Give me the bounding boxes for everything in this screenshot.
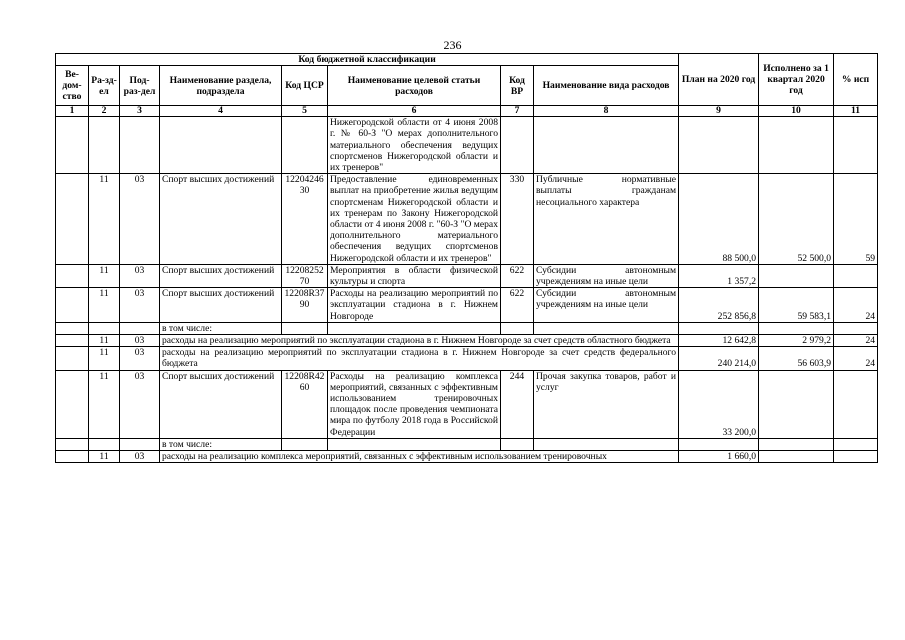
podrazdel-cell [120, 117, 160, 174]
header-podrazdel: Под-раз-дел [120, 66, 160, 106]
type-cell: Прочая закупка товаров, работ и услуг [534, 370, 679, 438]
subtotal-label: в том числе: [160, 438, 282, 450]
percent-cell: 24 [834, 288, 878, 323]
header-done: Исполнено за 1 квартал 2020 год [759, 54, 834, 106]
percent-cell [834, 370, 878, 438]
done-cell: 2 979,2 [759, 335, 834, 347]
column-number: 6 [328, 106, 501, 117]
podrazdel-cell: 03 [120, 174, 160, 265]
percent-cell [834, 117, 878, 174]
target-cell: Предоставление единовременных выплат на приобретение жилья ведущим спортсменам Нижегородской области и их тренерам по Закону Нижегородской области от 4 июня 2008 г. "60-З "О мерах дополнительного материального обеспечения ведущих спортсменов Нижегородской области и их тренеров" [328, 174, 501, 265]
target-cell: Мероприятия в области физической культуры и спорта [328, 264, 501, 287]
section-cell: Спорт высших достижений [160, 174, 282, 265]
done-cell [759, 370, 834, 438]
percent-cell [834, 451, 878, 463]
razdel-cell: 11 [89, 288, 120, 323]
table-row [56, 335, 878, 347]
column-number: 4 [160, 106, 282, 117]
csr-cell: 1220825270 [282, 264, 328, 287]
column-number: 9 [679, 106, 759, 117]
column-number: 5 [282, 106, 328, 117]
vr-cell: 244 [501, 370, 534, 438]
csr-cell: 12208R3790 [282, 288, 328, 323]
csr-cell: 1220424630 [282, 174, 328, 265]
razdel-cell: 11 [89, 335, 120, 347]
plan-cell: 240 214,0 [679, 347, 759, 370]
vr-cell: 330 [501, 174, 534, 265]
table-row [56, 370, 878, 438]
target-cell: Нижегородской области от 4 июня 2008 г. № 60-З "О мерах дополнительного материального обеспечения ведущих спортсменов Нижегородской области и их тренеров" [328, 117, 501, 174]
csr-cell: 12208R4260 [282, 370, 328, 438]
table-row [56, 438, 878, 450]
plan-cell: 1 357,2 [679, 264, 759, 287]
csr-cell [282, 117, 328, 174]
vr-cell: 622 [501, 264, 534, 287]
type-cell: Субсидии автономным учреждениям на иные цели [534, 288, 679, 323]
column-numbers-row [56, 106, 878, 117]
done-cell: 59 583,1 [759, 288, 834, 323]
header-name-section: Наименование раздела, подраздела [160, 66, 282, 106]
done-cell [759, 264, 834, 287]
plan-cell: 88 500,0 [679, 174, 759, 265]
table-row [56, 117, 878, 174]
percent-cell: 24 [834, 347, 878, 370]
razdel-cell: 11 [89, 347, 120, 370]
detail-text: расходы на реализацию мероприятий по эксплуатации стадиона в г. Нижнем Новгороде за счет средств федерального бюджета [160, 347, 679, 370]
type-cell: Публичные нормативные выплаты гражданам несоциального характера [534, 174, 679, 265]
subtotal-label: в том числе: [160, 322, 282, 334]
plan-cell [679, 117, 759, 174]
section-cell [160, 117, 282, 174]
table-row [56, 288, 878, 323]
plan-cell: 1 660,0 [679, 451, 759, 463]
budget-table [55, 53, 878, 463]
detail-text: расходы на реализацию комплекса мероприятий, связанных с эффективным использованием тренировочных [160, 451, 679, 463]
podrazdel-cell: 03 [120, 288, 160, 323]
vr-cell [501, 117, 534, 174]
vr-cell: 622 [501, 288, 534, 323]
razdel-cell: 11 [89, 451, 120, 463]
done-cell: 52 500,0 [759, 174, 834, 265]
budget-classification-header: Код бюджетной классификации [56, 54, 679, 66]
table-row [56, 451, 878, 463]
razdel-cell [89, 117, 120, 174]
podrazdel-cell: 03 [120, 451, 160, 463]
header-plan: План на 2020 год [679, 54, 759, 106]
podrazdel-cell: 03 [120, 335, 160, 347]
column-number: 10 [759, 106, 834, 117]
percent-cell: 59 [834, 174, 878, 265]
column-number: 7 [501, 106, 534, 117]
section-cell: Спорт высших достижений [160, 288, 282, 323]
header-razdel: Ра-зд-ел [89, 66, 120, 106]
header-csr: Код ЦСР [282, 66, 328, 106]
column-number: 11 [834, 106, 878, 117]
done-cell [759, 117, 834, 174]
table-row [56, 174, 878, 265]
column-number: 1 [56, 106, 89, 117]
target-cell: Расходы на реализацию комплекса мероприятий, связанных с эффективным использованием тренировочных площадок после проведения чемпионата мира по футболу 2018 года в Российской Федерации [328, 370, 501, 438]
razdel-cell: 11 [89, 370, 120, 438]
podrazdel-cell: 03 [120, 264, 160, 287]
type-cell [534, 117, 679, 174]
percent-cell: 24 [834, 335, 878, 347]
column-number: 3 [120, 106, 160, 117]
page-number: 236 [443, 38, 462, 52]
column-number: 8 [534, 106, 679, 117]
header-percent: % исп [834, 54, 878, 106]
type-cell: Субсидии автономным учреждениям на иные цели [534, 264, 679, 287]
column-number: 2 [89, 106, 120, 117]
plan-cell: 33 200,0 [679, 370, 759, 438]
podrazdel-cell: 03 [120, 370, 160, 438]
header-name-type: Наименование вида расходов [534, 66, 679, 106]
section-cell: Спорт высших достижений [160, 264, 282, 287]
razdel-cell: 11 [89, 174, 120, 265]
table-row [56, 264, 878, 287]
table-row [56, 347, 878, 370]
plan-cell: 252 856,8 [679, 288, 759, 323]
done-cell: 56 603,9 [759, 347, 834, 370]
section-cell: Спорт высших достижений [160, 370, 282, 438]
table-row [56, 322, 878, 334]
razdel-cell: 11 [89, 264, 120, 287]
podrazdel-cell: 03 [120, 347, 160, 370]
target-cell: Расходы на реализацию мероприятий по эксплуатации стадиона в г. Нижнем Новгороде [328, 288, 501, 323]
header-ved: Ве-дом-ство [56, 66, 89, 106]
percent-cell [834, 264, 878, 287]
done-cell [759, 451, 834, 463]
header-name-target: Наименование целевой статьи расходов [328, 66, 501, 106]
plan-cell: 12 642,8 [679, 335, 759, 347]
detail-text: расходы на реализацию мероприятий по эксплуатации стадиона в г. Нижнем Новгороде за счет средств областного бюджета [160, 335, 679, 347]
header-vr: Код ВР [501, 66, 534, 106]
